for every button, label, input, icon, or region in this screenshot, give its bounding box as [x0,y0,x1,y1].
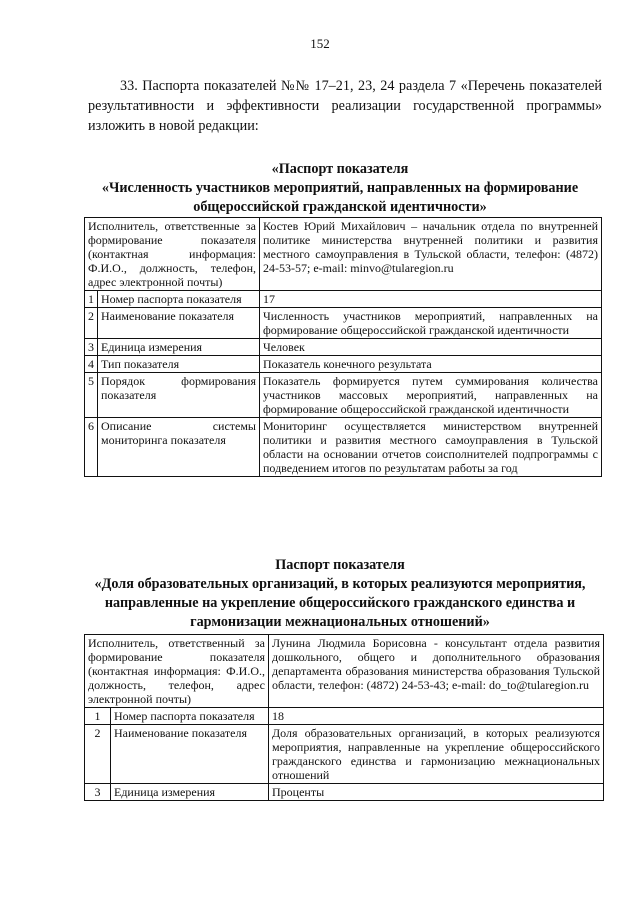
row-label: Наименование показателя [111,725,269,784]
table-row [85,339,602,356]
passport-1-title-line1: «Паспорт показателя [271,161,409,177]
executor-value: Лунина Людмила Борисовна - консультант отдела развития дошкольного, общего и дополнительного образования департамента образования министерства образования Тульской области, телефон: (4872) 24-53-43; e-mail: do_to@tularegion.ru [269,635,604,708]
row-label: Тип показателя [98,356,260,373]
table-row [85,291,602,308]
row-number: 4 [85,356,98,373]
passport-1-table [84,217,602,477]
passport-1-title-line2: «Численность участников мероприятий, направленных на формирование общероссийской гражданской идентичности» [101,180,579,215]
row-number: 3 [85,339,98,356]
row-number: 3 [85,784,111,801]
table-row [85,635,604,708]
intro-paragraph: 33. Паспорта показателей №№ 17–21, 23, 24 раздела 7 «Перечень показателей результативности и эффективности реализации государственной программы» изложить в новой редакции: [88,78,602,134]
table-row [85,418,602,477]
passport-1-title [80,160,600,217]
table-row [85,725,604,784]
row-value: Численность участников мероприятий, направленных на формирование общероссийской гражданской идентичности [260,308,602,339]
executor-label: Исполнитель, ответственный за формирование показателя (контактная информация: Ф.И.О., должность, телефон, адрес электронной почты) [85,635,269,708]
row-label: Порядок формирования показателя [98,373,260,418]
row-value: Показатель формируется путем суммирования количества участников массовых мероприятий, направленных на формирование общероссийской гражданской идентичности [260,373,602,418]
row-label: Номер паспорта показателя [98,291,260,308]
row-number: 5 [85,373,98,418]
row-value: Показатель конечного результата [260,356,602,373]
row-value: Проценты [269,784,604,801]
row-value: Доля образовательных организаций, в которых реализуются мероприятия, направленные на укрепление общероссийского гражданского единства и гармонизацию межнациональных отношений [269,725,604,784]
table-row [85,373,602,418]
row-label: Наименование показателя [98,308,260,339]
passport-2-table [84,634,604,801]
table-row [85,308,602,339]
row-label: Номер паспорта показателя [111,708,269,725]
row-label: Единица измерения [111,784,269,801]
row-number: 2 [85,308,98,339]
page-number: 152 [310,36,330,51]
table-row [85,784,604,801]
row-number: 6 [85,418,98,477]
passport-2-title-line1: Паспорт показателя [275,557,405,573]
row-value: Человек [260,339,602,356]
row-value: 17 [260,291,602,308]
row-number: 2 [85,725,111,784]
table-row [85,218,602,291]
row-label: Описание системы мониторинга показателя [98,418,260,477]
row-value: 18 [269,708,604,725]
row-label: Единица измерения [98,339,260,356]
executor-label: Исполнитель, ответственные за формирование показателя (контактная информация: Ф.И.О., должность, телефон, адрес электронной почты) [85,218,260,291]
passport-2-title-line2: «Доля образовательных организаций, в которых реализуются мероприятия, направленные на укрепление общероссийского гражданского единства и гармонизации межнациональных отношений» [94,576,586,630]
table-row [85,708,604,725]
passport-2-title [60,556,620,632]
row-number: 1 [85,708,111,725]
table-row [85,356,602,373]
executor-value: Костев Юрий Михайлович – начальник отдела по внутренней политике министерства внутренней политики и развития местного самоуправления в Тульской области, телефон: (4872) 24-53-57; e-mail: minvo@tularegion.ru [260,218,602,291]
row-number: 1 [85,291,98,308]
row-value: Мониторинг осуществляется министерством внутренней политики и развития местного самоуправления в Тульской области на основании отчетов соисполнителей подпрограммы с подведением итогов по результатам работы за год [260,418,602,477]
